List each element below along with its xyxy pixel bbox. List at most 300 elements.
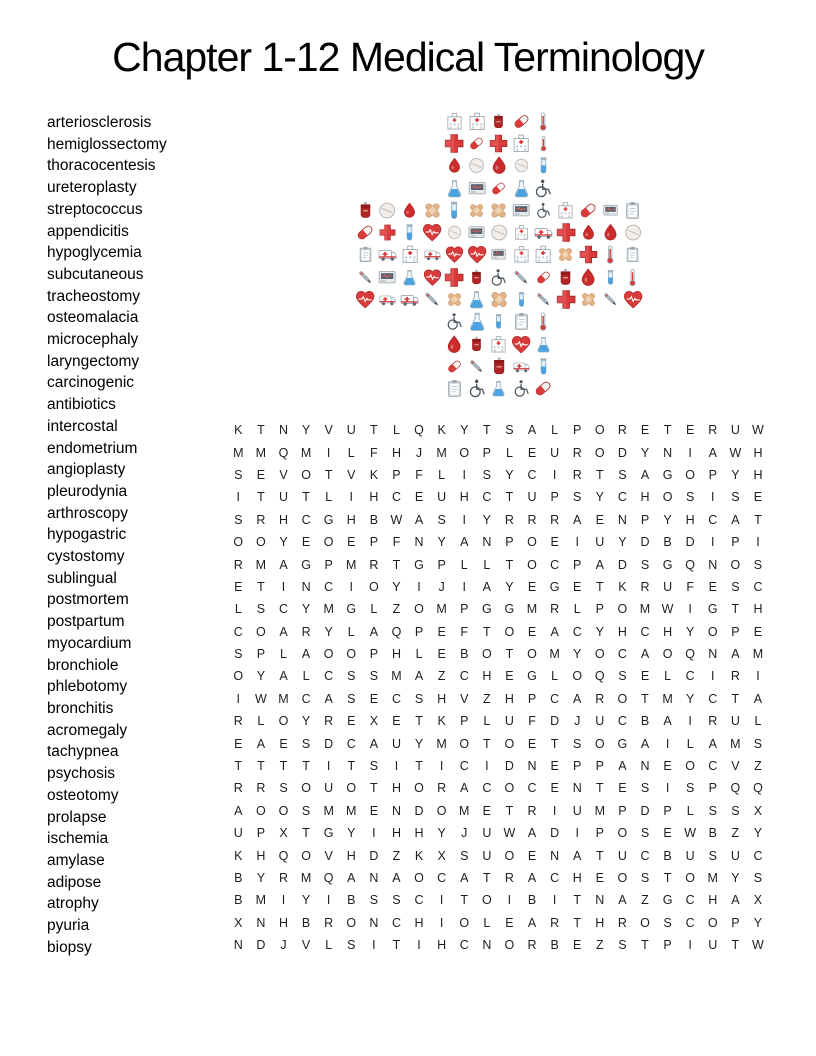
grid-letter: U: [572, 803, 582, 818]
hospital-icon: [510, 132, 532, 155]
grid-letter: O: [504, 736, 515, 751]
word-list-item: bronchiole: [47, 656, 119, 674]
grid-letter: S: [369, 893, 379, 908]
word-list: [47, 112, 227, 958]
grid-letter: T: [505, 490, 514, 505]
grid-letter: S: [686, 781, 695, 796]
grid-letter: G: [346, 602, 357, 617]
collage-cell: [532, 222, 554, 244]
grid-letter: O: [504, 848, 515, 863]
collage-cell: [376, 288, 398, 310]
grid-letter: Z: [754, 759, 762, 774]
grid-letter: K: [234, 848, 243, 863]
grid-letter: H: [278, 915, 288, 930]
grid-letter: R: [708, 714, 718, 729]
grid-letter: R: [595, 691, 605, 706]
grid-letter: H: [617, 624, 627, 639]
ambulance-icon: [423, 245, 442, 264]
grid-letter: O: [301, 467, 311, 482]
grid-letter: R: [256, 781, 266, 796]
grid-letter: L: [234, 602, 242, 617]
grid-letter: C: [324, 579, 334, 594]
grid-letter: T: [595, 579, 604, 594]
grid-letter: P: [731, 535, 740, 550]
grid-letter: P: [573, 557, 582, 572]
grid-letter: T: [505, 647, 514, 662]
grid-letter: T: [663, 423, 672, 438]
collage-cell: [421, 244, 443, 266]
grid-letter: E: [301, 535, 311, 550]
bandage-icon: [488, 288, 510, 311]
collage-cell: [577, 199, 599, 221]
grid-letter: C: [685, 669, 695, 684]
grid-letter: I: [688, 938, 692, 953]
grid-letter: I: [462, 467, 466, 482]
grid-letter: C: [437, 871, 447, 885]
grid-letter: I: [756, 535, 760, 550]
collage-cell: [555, 199, 577, 221]
collage-cell: [622, 288, 644, 310]
ambulance-icon: [533, 222, 554, 243]
collage-cell: [399, 288, 421, 310]
collage-cell: [354, 222, 376, 244]
grid-letter: P: [460, 714, 469, 729]
grid-letter: M: [662, 691, 673, 706]
grid-letter: I: [507, 893, 512, 908]
grid-letter: E: [482, 803, 491, 818]
grid-letter: L: [505, 445, 513, 460]
collage-cell: [510, 288, 532, 310]
grid-letter: R: [301, 624, 311, 639]
tube-icon: [533, 155, 554, 176]
grid-letter: O: [594, 647, 605, 662]
grid-letter: I: [552, 467, 557, 482]
grid-letter: O: [481, 893, 492, 908]
grid-letter: M: [255, 557, 267, 572]
grid-letter: T: [392, 557, 401, 572]
grid-letter: S: [618, 669, 627, 684]
grid-letter: O: [256, 535, 266, 550]
grid-letter: X: [279, 826, 288, 841]
grid-letter: L: [686, 736, 694, 751]
cross-icon: [555, 221, 577, 244]
grid-letter: U: [730, 423, 740, 438]
grid-letter: V: [301, 938, 311, 953]
grid-letter: E: [505, 669, 514, 684]
collage-cell: [376, 266, 398, 288]
word-list-item: osteomalacia: [47, 309, 139, 327]
grid-letter: A: [414, 669, 424, 684]
grid-letter: O: [278, 803, 289, 818]
grid-letter: X: [234, 915, 243, 930]
hospital-icon: [512, 223, 531, 242]
wheelchair-icon: [532, 177, 554, 200]
grid-letter: B: [550, 938, 559, 953]
grid-letter: D: [550, 826, 560, 841]
grid-letter: Q: [730, 781, 741, 796]
grid-letter: R: [233, 714, 243, 729]
word-list-item: myocardium: [47, 634, 132, 652]
grid-letter: W: [684, 826, 697, 841]
grid-letter: N: [527, 759, 537, 774]
grid-letter: M: [594, 803, 605, 818]
grid-letter: E: [663, 759, 672, 774]
grid-letter: H: [391, 647, 401, 662]
word-list-item: adipose: [47, 873, 102, 891]
grid-letter: Z: [392, 602, 401, 617]
grid-letter: D: [369, 848, 379, 863]
grid-letter: A: [663, 714, 672, 729]
grid-letter: O: [617, 602, 628, 617]
grid-letter: L: [483, 557, 491, 572]
grid-letter: E: [573, 579, 582, 594]
grid-letter: A: [301, 647, 311, 662]
grid-letter: R: [504, 871, 514, 885]
grid-letter: V: [460, 691, 469, 706]
grid-letter: O: [256, 803, 266, 818]
grid-letter: R: [527, 512, 537, 527]
grid-letter: P: [527, 691, 537, 706]
collage-cell: [510, 177, 532, 199]
grid-letter: O: [685, 759, 696, 774]
collage-cell: [599, 199, 621, 221]
grid-letter: S: [731, 579, 740, 594]
grid-letter: U: [730, 714, 740, 729]
bandage-icon: [445, 290, 464, 309]
grid-letter: R: [550, 915, 560, 930]
grid-letter: O: [481, 647, 492, 662]
grid-letter: R: [550, 602, 560, 617]
grid-letter: B: [234, 871, 243, 885]
flask-icon: [511, 178, 532, 199]
grid-letter: S: [640, 826, 650, 841]
grid-letter: D: [617, 557, 627, 572]
grid-letter: I: [711, 669, 715, 684]
grid-letter: S: [234, 467, 243, 482]
grid-letter: R: [640, 579, 650, 594]
grid-letter: I: [394, 759, 399, 774]
grid-letter: C: [324, 669, 334, 684]
tube-icon: [443, 199, 465, 222]
grid-letter: I: [439, 759, 444, 774]
grid-letter: E: [527, 579, 537, 594]
collage-cell: [555, 288, 577, 310]
wheelchair-icon: [511, 378, 532, 399]
grid-letter: Y: [347, 826, 356, 841]
clipboard-icon: [623, 245, 642, 264]
grid-letter: P: [708, 467, 717, 482]
grid-letter: S: [753, 736, 763, 751]
grid-letter: E: [595, 871, 604, 885]
grid-letter: P: [460, 602, 469, 617]
collage-cell: [510, 132, 532, 154]
grid-letter: T: [257, 423, 265, 438]
grid-letter: P: [550, 490, 559, 505]
grid-letter: S: [663, 915, 672, 930]
grid-letter: O: [504, 781, 515, 796]
grid-letter: E: [527, 736, 537, 751]
grid-letter: E: [369, 803, 379, 818]
grid-letter: A: [279, 557, 288, 572]
grid-letter: T: [595, 848, 604, 863]
collage-cell: [354, 288, 376, 310]
grid-letter: Y: [618, 535, 627, 550]
grid-letter: Y: [301, 893, 311, 908]
grid-letter: R: [278, 871, 288, 885]
grid-letter: V: [324, 423, 333, 438]
pill-icon: [534, 268, 553, 287]
collage-cell: [555, 266, 577, 288]
grid-letter: D: [617, 445, 627, 460]
grid-letter: C: [346, 736, 356, 751]
word-list-item: hemiglossectomy: [47, 135, 167, 153]
grid-letter: Y: [640, 445, 650, 460]
pill-icon: [467, 134, 486, 153]
grid-letter: L: [438, 467, 446, 482]
word-list-item: endometrium: [47, 439, 138, 457]
grid-letter: N: [708, 557, 718, 572]
collage-cell: [532, 378, 554, 400]
word-list-item: pleurodynia: [47, 482, 128, 500]
grid-letter: C: [459, 669, 469, 684]
collage-cell: [510, 155, 532, 177]
grid-letter: S: [347, 669, 356, 684]
grid-letter: S: [708, 803, 717, 818]
grid-letter: D: [414, 803, 424, 818]
grid-letter: P: [640, 512, 650, 527]
bandage-icon: [467, 201, 486, 220]
collage-cell: [532, 266, 554, 288]
grid-letter: T: [302, 759, 310, 774]
grid-letter: I: [326, 445, 331, 460]
grid-letter: T: [392, 938, 401, 953]
grid-letter: N: [482, 938, 492, 953]
drop-icon: [443, 333, 465, 356]
grid-letter: V: [324, 848, 333, 863]
grid-letter: D: [550, 714, 560, 729]
word-list-item: acromegaly: [47, 721, 128, 739]
grid-letter: U: [233, 826, 243, 841]
grid-letter: L: [686, 803, 694, 818]
grid-letter: A: [573, 691, 582, 706]
grid-letter: A: [550, 624, 559, 639]
collage-cell: [488, 222, 510, 244]
grid-letter: T: [731, 691, 740, 706]
grid-letter: O: [459, 915, 470, 930]
grid-letter: C: [233, 624, 243, 639]
grid-letter: C: [459, 759, 469, 774]
pill-icon: [511, 111, 532, 132]
grid-letter: N: [301, 579, 311, 594]
grid-letter: O: [707, 624, 718, 639]
pill-icon: [445, 357, 464, 376]
thermometer-icon: [532, 110, 554, 133]
collage-cell: [622, 199, 644, 221]
grid-letter: O: [301, 848, 311, 863]
grid-letter: U: [595, 714, 605, 729]
tablet-icon: [466, 155, 487, 176]
grid-letter: R: [324, 915, 334, 930]
grid-letter: N: [391, 803, 401, 818]
grid-letter: H: [482, 669, 492, 684]
grid-letter: O: [527, 557, 537, 572]
collage-cell: [488, 311, 510, 333]
cross-icon: [578, 244, 599, 265]
collage-cell: [488, 266, 510, 288]
collage-cell: [532, 110, 554, 132]
grid-letter: O: [256, 624, 266, 639]
collage-cell: [399, 222, 421, 244]
grid-letter: T: [370, 781, 378, 796]
grid-letter: O: [617, 826, 628, 841]
grid-letter: L: [664, 669, 672, 684]
grid-letter: O: [233, 535, 244, 550]
collage-cell: [466, 244, 488, 266]
grid-letter: H: [391, 445, 401, 460]
grid-letter: Y: [731, 467, 740, 482]
grid-letter: I: [711, 490, 715, 505]
grid-letter: J: [415, 445, 423, 460]
grid-letter: G: [323, 826, 334, 841]
grid-letter: M: [300, 871, 312, 885]
grid-letter: B: [663, 848, 672, 863]
bandage-icon: [422, 200, 443, 221]
grid-letter: M: [346, 557, 357, 572]
grid-letter: A: [369, 624, 379, 639]
collage-cell: [421, 199, 443, 221]
collage-cell: [443, 244, 465, 266]
grid-letter: A: [618, 759, 627, 774]
grid-letter: A: [369, 736, 379, 751]
grid-letter: P: [618, 803, 627, 818]
grid-letter: O: [323, 647, 334, 662]
collage-cell: [510, 222, 532, 244]
grid-letter: G: [301, 557, 311, 572]
collage-cell: [466, 266, 488, 288]
grid-letter: Y: [279, 535, 288, 550]
word-list-item: atrophy: [47, 895, 99, 913]
bloodbag-icon: [355, 200, 376, 221]
grid-letter: G: [527, 669, 537, 684]
grid-letter: I: [756, 669, 760, 684]
grid-letter: T: [573, 893, 582, 908]
grid-letter: M: [323, 602, 334, 617]
flask-icon: [489, 379, 508, 398]
flask-icon: [534, 335, 553, 354]
grid-letter: C: [391, 691, 401, 706]
grid-letter: U: [685, 848, 695, 863]
tube-icon: [489, 312, 508, 331]
cross-icon: [443, 132, 465, 155]
heart-icon: [622, 288, 644, 311]
grid-letter: D: [685, 535, 695, 550]
collage-cell: [622, 244, 644, 266]
grid-letter: A: [527, 423, 537, 438]
grid-letter: T: [370, 423, 378, 438]
grid-letter: E: [573, 938, 582, 953]
grid-letter: A: [731, 512, 740, 527]
grid-letter: F: [415, 467, 423, 482]
collage-cell: [443, 155, 465, 177]
grid-letter: E: [234, 736, 243, 751]
grid-letter: L: [257, 714, 265, 729]
grid-letter: I: [349, 579, 353, 594]
grid-letter: S: [437, 512, 446, 527]
grid-letter: C: [753, 579, 763, 594]
grid-letter: C: [414, 893, 424, 908]
grid-letter: O: [640, 915, 650, 930]
tube-icon: [399, 222, 420, 243]
collage-cell: [510, 110, 532, 132]
grid-letter: A: [708, 445, 717, 460]
word-list-item: sublingual: [47, 569, 117, 587]
collage-cell: [555, 222, 577, 244]
grid-letter: W: [503, 826, 516, 841]
grid-letter: T: [460, 893, 469, 908]
cross-icon: [555, 288, 577, 311]
grid-letter: H: [685, 512, 695, 527]
grid-letter: O: [233, 669, 244, 684]
grid-letter: O: [323, 535, 334, 550]
grid-letter: T: [505, 803, 514, 818]
word-list-item: thoracocentesis: [47, 157, 156, 175]
collage-cell: [466, 355, 488, 377]
hospital-icon: [488, 334, 509, 355]
grid-letter: H: [437, 691, 447, 706]
tablet-icon: [512, 156, 531, 175]
word-list-item: subcutaneous: [47, 265, 144, 283]
drop-icon: [600, 222, 621, 243]
grid-letter: P: [573, 759, 582, 774]
word-list-item: osteotomy: [47, 786, 119, 804]
collage-cell: [532, 355, 554, 377]
grid-letter: Q: [278, 445, 289, 460]
collage-cell: [443, 222, 465, 244]
monitor-icon: [510, 199, 532, 222]
page-title: Chapter 1-12 Medical Terminology: [112, 34, 704, 80]
grid-letter: S: [369, 759, 379, 774]
grid-letter: E: [753, 624, 763, 639]
grid-letter: A: [527, 915, 537, 930]
grid-letter: S: [460, 848, 469, 863]
bloodbag-icon: [467, 335, 486, 354]
bandage-icon: [579, 290, 598, 309]
grid-letter: I: [236, 691, 241, 706]
grid-letter: A: [595, 557, 604, 572]
grid-letter: A: [708, 736, 717, 751]
grid-letter: O: [527, 535, 537, 550]
grid-letter: T: [279, 759, 288, 774]
grid-letter: P: [256, 647, 266, 662]
grid-letter: L: [754, 714, 762, 729]
grid-letter: Z: [641, 893, 649, 908]
grid-letter: H: [414, 826, 424, 841]
grid-letter: T: [641, 691, 649, 706]
grid-letter: Y: [505, 579, 514, 594]
collage-cell: [488, 333, 510, 355]
grid-letter: A: [392, 871, 401, 885]
grid-letter: J: [461, 826, 468, 841]
grid-letter: B: [527, 893, 537, 908]
collage-cell: [622, 222, 644, 244]
collage-cell: [510, 378, 532, 400]
grid-letter: M: [549, 647, 560, 662]
grid-letter: O: [368, 579, 379, 594]
grid-letter: M: [255, 893, 267, 908]
collage-cell: [466, 199, 488, 221]
grid-letter: M: [346, 803, 357, 818]
grid-letter: R: [324, 714, 334, 729]
